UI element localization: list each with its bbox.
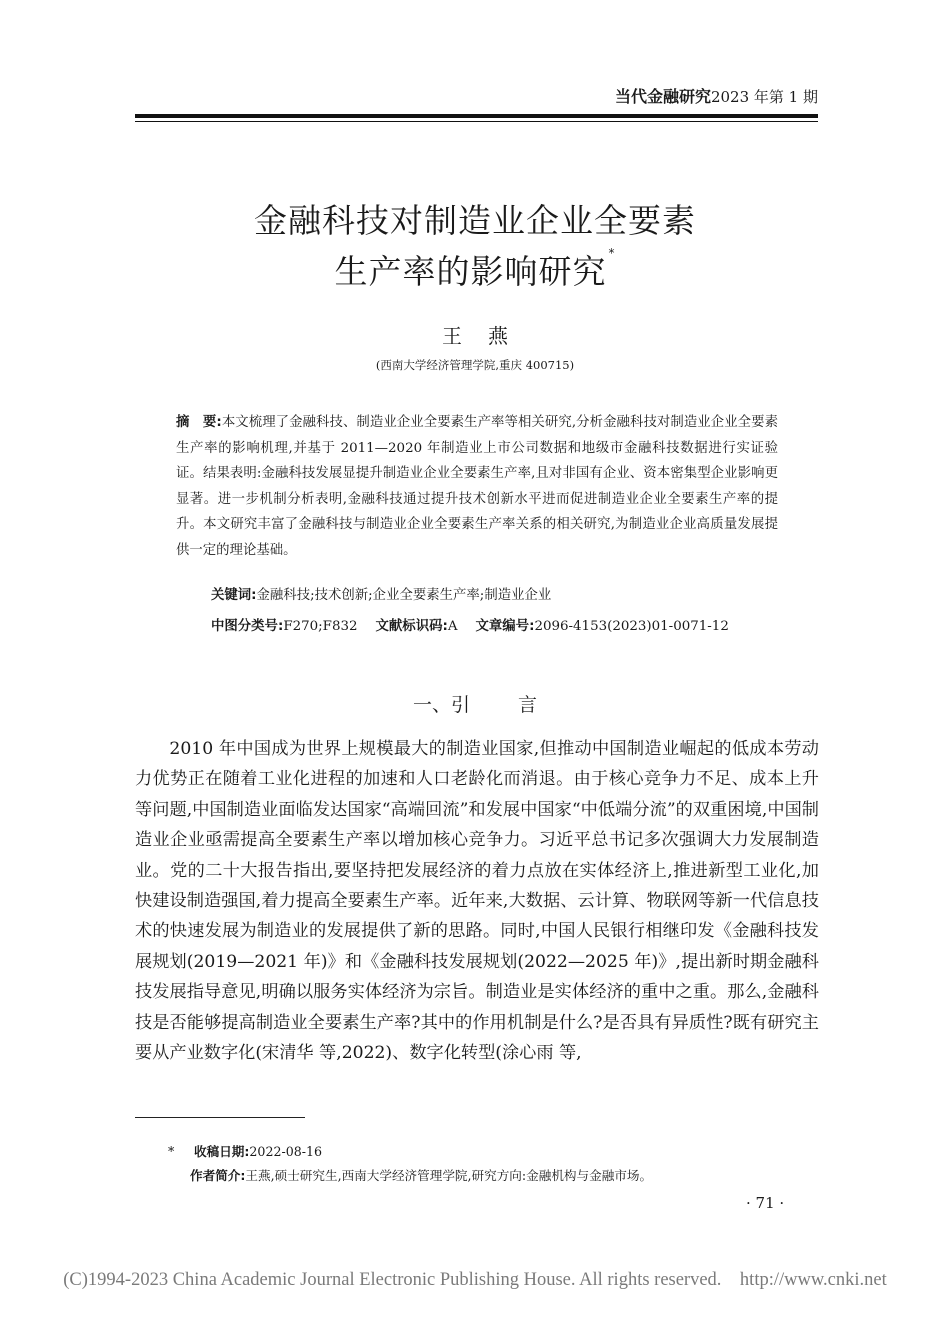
footnote-rule [135,1117,305,1118]
title-line-1-text: 金融科技对制造业企业全要素 [254,201,696,240]
abstract-text: 本文梳理了金融科技、制造业企业全要素生产率等相关研究,分析金融科技对制造业企业全要素生产率的影响机理,并基于 2011—2020 年制造业上市公司数据和地级市金融科技数据进行实证验证。结果表明:金融科技发展显提升制造业企业全要素生产率,且对非国有企业、资本密集型企业影响更显著。进一步机制分析表明,金融科技通过提升技术创新水平进而促进制造业企业全要素生产率的提升。本文研究丰富了金融科技与制造业企业全要素生产率关系的相关研究,为制造业企业高质量发展提供一定的理论基础。 [176,415,778,558]
section-heading-end: 言 [518,694,538,716]
doc-code-label: 文献标识码: [375,619,448,634]
title-footnote-mark: * [608,246,616,260]
abstract-label: 摘 要: [176,415,222,430]
author-name: 王燕 [442,324,534,348]
footnote-author-bio [168,1164,652,1188]
article-number-value: 2096-4153(2023)01-0071-12 [534,619,729,634]
title-line-2-text: 生产率的影响研究 [334,252,607,291]
footnote-received [168,1140,652,1164]
article-number-label: 文章编号: [475,619,535,634]
footnotes [168,1140,652,1188]
classification-line [211,615,729,634]
running-header [615,84,818,107]
journal-name: 当代金融研究 [614,87,711,106]
abstract [176,410,778,564]
issue-number: 2023 年第 1 期 [710,88,818,106]
received-label: 收稿日期: [194,1144,250,1159]
keywords [211,584,551,603]
author-bio-label: 作者简介: [190,1168,246,1183]
header-rule-thin [135,121,818,122]
clc-value: F270;F832 [283,619,358,634]
clc-label: 中图分类号: [211,619,284,634]
received-date: 2022-08-16 [249,1144,323,1159]
keywords-label: 关键词: [211,588,257,603]
body-paragraph: 2010 年中国成为世界上规模最大的制造业国家,但推动中国制造业崛起的低成本劳动力优势正在随着工业化进程的加速和人口老龄化而消退。由于核心竞争力不足、成本上升等问题,中国制造业面临发达国家“高端回流”和发展中国家“中低端分流”的双重困境,中国制造业企业亟需提高全要素生产率以增加核心竞争力。习近平总书记多次强调大力发展制造业。党的二十大报告指出,要坚持把发展经济的着力点放在实体经济上,推进新型工业化,加快建设制造强国,着力提高全要素生产率。近年来,大数据、云计算、物联网等新一代信息技术的快速发展为制造业的发展提供了新的思路。同时,中国人民银行相继印发《金融科技发展规划(2019—2021 年)》和《金融科技发展规划(2022—2025 年)》,提出新时期金融科技发展指导意见,明确以服务实体经济为宗旨。制造业是实体经济的重中之重。那么,金融科技是否能够提高制造业全要素生产率?其中的作用机制是什么?是否具有异质性?既有研究主要从产业数字化(宋清华 等,2022)、数字化转型(涂心雨 等, [135,739,819,1064]
doc-code-value: A [447,619,458,634]
header-rule-thick [135,114,818,118]
paper-title-line-1 [0,195,950,242]
author-affiliation: (西南大学经济管理学院,重庆 400715) [375,358,575,372]
copyright-watermark: (C)1994-2023 China Academic Journal Electronic Publishing House. All rights reserved. http://www.cnki.net [63,1270,887,1290]
keywords-text: 金融科技;技术创新;企业全要素生产率;制造业企业 [256,588,552,603]
footnote-star: * [168,1144,175,1159]
author-bio-text: 王燕,硕士研究生,西南大学经济管理学院,研究方向:金融机构与金融市场。 [245,1168,653,1183]
paper-title-line-2 [0,246,950,293]
section-heading [0,690,950,717]
page-number: · 71 · [746,1194,785,1212]
section-heading-start: 一、引 [412,694,470,716]
